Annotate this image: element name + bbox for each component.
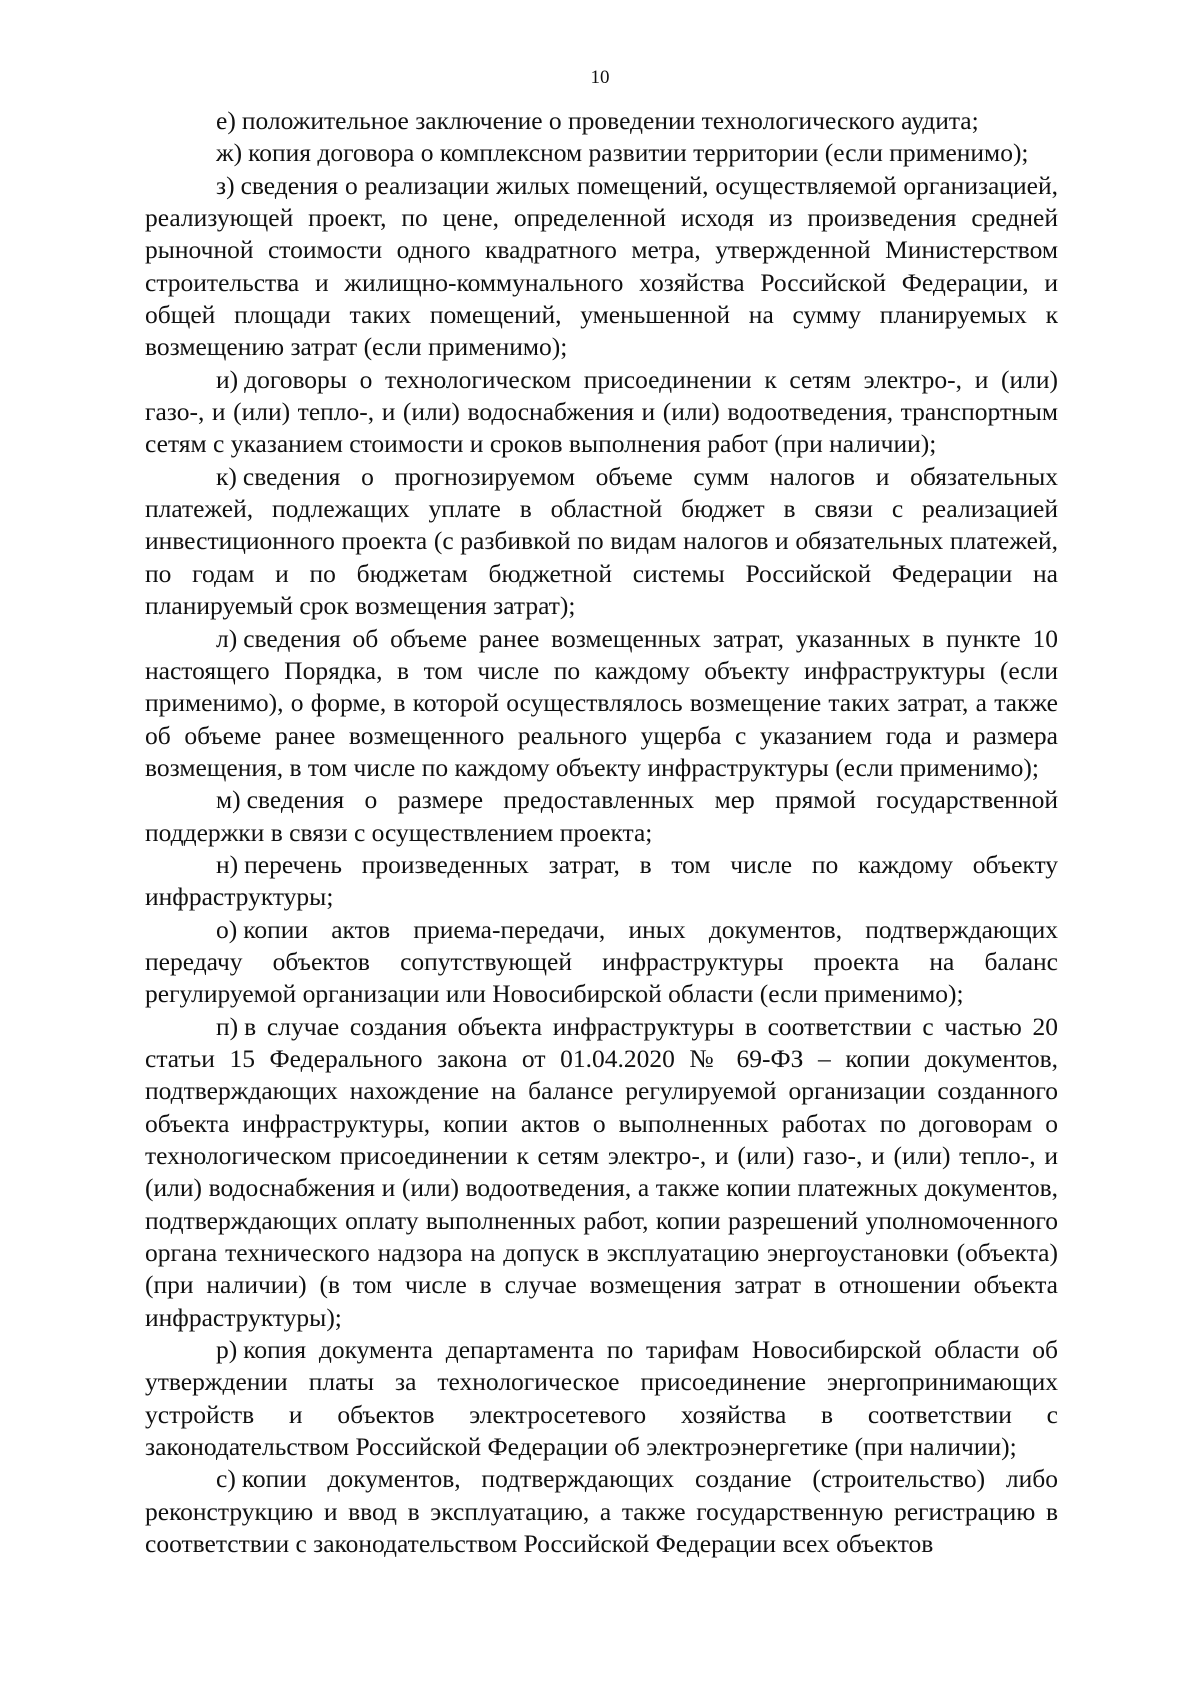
item-marker: к) [216, 461, 237, 491]
item-text: в случае создания объекта инфраструктуры в соответствии с частью 20 статьи 15 Федерального закона от 01.04.2020 № 69-ФЗ – копии документов, подтверждающих нахождение на балансе регулируемой организации созданного объекта инфраструктуры, копии актов о выполненных работах по договорам о технологическом присоединении к сетям электро-, и (или) газо-, и (или) тепло-, и (или) водоснабжения и (или) водоотведения, а также копии платежных документов, подтверждающих оплату выполненных работ, копии разрешений уполномоченного органа технического надзора на допуск в эксплуатацию энергоустановки (объекта) (при наличии) (в том числе в случае возмещения затрат в отношении объекта инфраструктуры); [145, 1011, 1058, 1332]
list-item-n [145, 849, 1058, 914]
item-marker: м) [216, 785, 241, 815]
item-text: сведения об объеме ранее возмещенных затрат, указанных в пункте 10 настоящего Порядка, в том числе по каждому объекту инфраструктуры (если применимо), о форме, в которой осуществлялось возмещение таких затрат, а также об объеме ранее возмещенного реального ущерба с указанием года и размера возмещения, в том числе по каждому объекту инфраструктуры (если применимо); [145, 623, 1058, 782]
item-text: сведения о реализации жилых помещений, осуществляемой организацией, реализующей проект, по цене, определенной исходя из произведения средней рыночной стоимости одного квадратного метра, утвержденной Министерством строительства и жилищно-коммунального хозяйства Российской Федерации, и общей площади таких помещений, уменьшенной на сумму планируемых к возмещению затрат (если применимо); [145, 170, 1058, 362]
list-item-z [145, 170, 1058, 364]
item-marker: р) [216, 1335, 238, 1365]
item-marker: о) [216, 914, 238, 944]
list-item-k [145, 461, 1058, 623]
list-item-o [145, 914, 1058, 1011]
list-item-e [145, 105, 1058, 137]
item-marker: и) [216, 364, 239, 394]
item-text: копия договора о комплексном развитии территории (если применимо); [248, 138, 1029, 168]
list-item-p [145, 1011, 1058, 1334]
item-text: сведения о прогнозируемом объеме сумм налогов и обязательных платежей, подлежащих уплате в областной бюджет в связи с реализацией инвестиционного проекта (с разбивкой по видам налогов и обязательных платежей, по годам и по бюджетам бюджетной системы Российской Федерации на планируемый срок возмещения затрат); [145, 461, 1058, 621]
item-marker: з) [216, 170, 235, 200]
item-text: копия документа департамента по тарифам Новосибирской области об утверждении платы за технологическое присоединение энергопринимающих устройств и объектов электросетевого хозяйства в соответствии с законодательством Российской Федерации об электроэнергетике (при наличии); [145, 1335, 1058, 1462]
document-body [145, 105, 1058, 1560]
list-item-l [145, 623, 1058, 785]
list-item-r [145, 1334, 1058, 1463]
item-text: перечень произведенных затрат, в том числе по каждому объекту инфраструктуры; [145, 849, 1058, 912]
list-item-i [145, 364, 1058, 461]
item-text: договоры о технологическом присоединении к сетям электро-, и (или) газо-, и (или) тепло-, и (или) водоснабжения и (или) водоотведения, транспортным сетям с указанием стоимости и сроков выполнения работ (при наличии); [145, 364, 1058, 459]
item-marker: н) [216, 849, 239, 879]
item-text: положительное заключение о проведении технологического аудита; [241, 106, 979, 135]
list-item-s [145, 1463, 1058, 1560]
item-marker: л) [216, 623, 238, 653]
item-text: копии документов, подтверждающих создание (строительство) либо реконструкцию и ввод в эксплуатацию, а также государственную регистрацию в соответствии с законодательством Российской Федерации всех объектов [145, 1464, 1058, 1559]
page-number: 10 [590, 67, 610, 88]
item-marker: с) [216, 1464, 236, 1494]
list-item-zh [145, 137, 1058, 169]
item-marker: ж) [216, 138, 243, 168]
list-item-m [145, 784, 1058, 849]
item-marker: е) [216, 106, 236, 135]
item-text: сведения о размере предоставленных мер прямой государственной поддержки в связи с осуществлением проекта; [145, 785, 1058, 847]
item-marker: п) [216, 1011, 239, 1041]
item-text: копии актов приема-передачи, иных документов, подтверждающих передачу объектов сопутствующей инфраструктуры проекта на баланс регулируемой организации или Новосибирской области (если применимо); [145, 914, 1058, 1009]
